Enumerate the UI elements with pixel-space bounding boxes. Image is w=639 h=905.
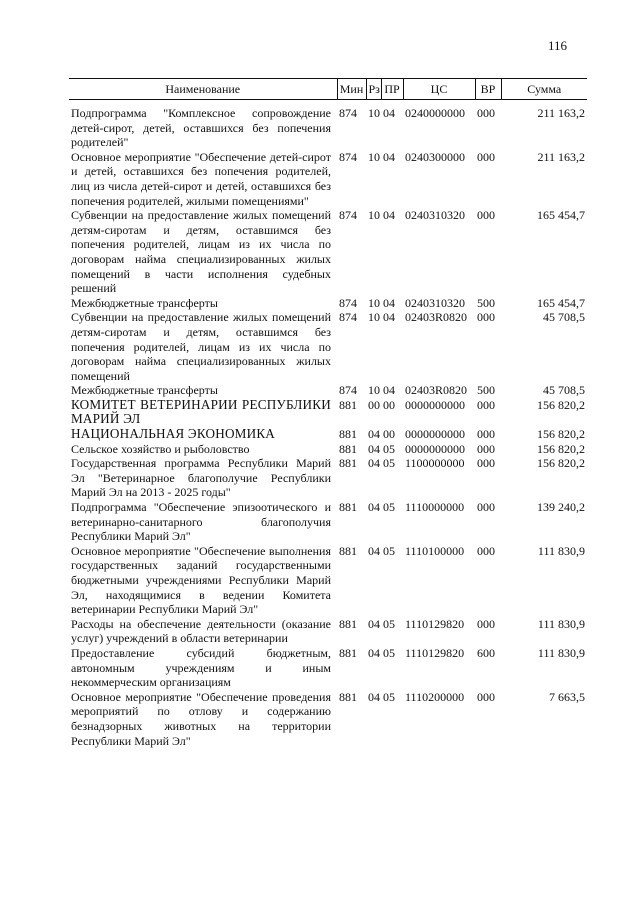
cell-min: 874	[339, 310, 357, 325]
header-sum: Сумма	[501, 79, 587, 100]
header-min: Мин	[337, 79, 366, 100]
table-row	[69, 150, 587, 208]
cell-sum: 45 708,5	[543, 310, 585, 325]
table-row	[69, 296, 587, 311]
header-vr: ВР	[475, 79, 501, 100]
cell-vr: 000	[477, 500, 495, 515]
table-row	[69, 208, 587, 296]
cell-rz: 04	[368, 689, 380, 704]
cell-sum: 139 240,2	[537, 500, 585, 515]
cell-rz: 04	[368, 616, 380, 631]
budget-table	[69, 78, 587, 748]
cell-name: Межбюджетные трансферты	[71, 295, 218, 310]
cell-sum: 7 663,5	[549, 689, 585, 704]
cell-rz: 04	[368, 427, 380, 442]
cell-name: Государственная программа Республики Марий Эл "Ветеринарное благополучие Республики Марий Эл на 2013 - 2025 годы"	[71, 456, 331, 500]
cell-rz: 10	[368, 149, 380, 164]
cell-pr: 05	[383, 456, 395, 471]
table-row	[69, 398, 587, 427]
table-row	[69, 100, 587, 150]
cell-vr: 000	[477, 616, 495, 631]
cell-cs: 02403R0820	[405, 310, 468, 325]
cell-rz: 04	[368, 645, 380, 660]
cell-pr: 04	[383, 295, 395, 310]
cell-sum: 156 820,2	[537, 456, 585, 471]
cell-cs: 1110000000	[405, 500, 465, 515]
cell-sum: 45 708,5	[543, 383, 585, 398]
cell-min: 874	[339, 208, 357, 223]
cell-vr: 600	[477, 645, 495, 660]
table-row	[69, 456, 587, 500]
cell-pr: 05	[383, 500, 395, 515]
cell-rz: 10	[368, 383, 380, 398]
cell-name: Подпрограмма "Комплексное сопровождение детей-сирот, детей, оставшихся без попечения родителей"	[71, 106, 331, 150]
cell-pr: 05	[383, 441, 395, 456]
cell-name: Межбюджетные трансферты	[71, 383, 218, 398]
cell-pr: 05	[383, 543, 395, 558]
cell-vr: 000	[477, 106, 495, 120]
cell-name: Сельское хозяйство и рыболовство	[71, 441, 250, 456]
cell-name: Предоставление субсидий бюджетным, автономным учреждениям и иным некоммерческим организациям	[71, 645, 331, 690]
cell-vr: 000	[477, 427, 495, 442]
cell-rz: 10	[368, 310, 380, 325]
header-name: Наименование	[69, 79, 337, 100]
cell-cs: 0000000000	[405, 427, 465, 442]
cell-sum: 111 830,9	[537, 645, 585, 660]
cell-min: 881	[339, 427, 357, 442]
table-row	[69, 544, 587, 617]
cell-name: Расходы на обеспечение деятельности (оказание услуг) учреждений в области ветеринарии	[71, 616, 331, 646]
cell-vr: 000	[477, 441, 495, 456]
table-row	[69, 427, 587, 442]
cell-name: Подпрограмма "Обеспечение эпизоотического и ветеринарно-санитарного благополучия Республики Марий Эл"	[71, 500, 331, 544]
cell-name: Основное мероприятие "Обеспечение выполнения государственных заданий государственными бюджетными учреждениями Республики Марий Эл, находящимися в ведении Комитета ветеринарии Республики Марий Эл"	[71, 543, 331, 617]
cell-cs: 0240310320	[405, 295, 465, 310]
cell-name: Субвенции на предоставление жилых помещений детям-сиротам и детям, оставшимся без попечения родителей, лицам из их числа по договорам найма специализированных жилых помещений	[71, 310, 331, 383]
cell-rz: 04	[368, 456, 380, 471]
cell-sum: 165 454,7	[537, 295, 585, 310]
cell-pr: 04	[383, 106, 395, 120]
table-body	[69, 100, 587, 749]
cell-cs: 1110129820	[405, 616, 465, 631]
cell-rz: 04	[368, 543, 380, 558]
cell-pr: 04	[383, 310, 395, 325]
cell-cs: 0240000000	[405, 106, 465, 120]
cell-pr: 04	[383, 383, 395, 398]
cell-rz: 00	[368, 397, 380, 412]
table-header-row	[69, 79, 587, 100]
cell-cs: 1100000000	[405, 456, 465, 471]
cell-rz: 10	[368, 295, 380, 310]
cell-pr: 00	[383, 427, 395, 442]
cell-min: 874	[339, 149, 357, 164]
cell-sum: 211 163,2	[537, 149, 585, 164]
cell-cs: 0240310320	[405, 208, 465, 223]
cell-name: КОМИТЕТ ВЕТЕРИНАРИИ РЕСПУБЛИКИ МАРИЙ ЭЛ	[71, 396, 331, 427]
header-rz: Рз	[366, 79, 381, 100]
cell-cs: 0000000000	[405, 441, 465, 456]
cell-cs: 0000000000	[405, 397, 465, 412]
cell-min: 881	[339, 500, 357, 515]
cell-cs: 0240300000	[405, 149, 465, 164]
cell-min: 874	[339, 295, 357, 310]
cell-rz: 10	[368, 208, 380, 223]
cell-sum: 156 820,2	[537, 397, 585, 412]
table-row	[69, 500, 587, 544]
cell-vr: 000	[477, 543, 495, 558]
table-row	[69, 442, 587, 457]
page-number: 116	[548, 38, 568, 53]
cell-pr: 04	[383, 149, 395, 164]
cell-pr: 05	[383, 616, 395, 631]
cell-rz: 10	[368, 106, 380, 120]
table-row	[69, 646, 587, 690]
cell-pr: 00	[383, 397, 395, 412]
cell-sum: 156 820,2	[537, 441, 585, 456]
cell-sum: 111 830,9	[537, 616, 585, 631]
cell-vr: 500	[477, 295, 495, 310]
cell-rz: 04	[368, 500, 380, 515]
cell-vr: 500	[477, 383, 495, 398]
cell-min: 881	[339, 689, 357, 704]
cell-cs: 1110100000	[405, 543, 465, 558]
header-cs: ЦС	[403, 79, 475, 100]
header-pr: ПР	[381, 79, 403, 100]
cell-vr: 000	[477, 149, 495, 164]
cell-name: НАЦИОНАЛЬНАЯ ЭКОНОМИКА	[71, 426, 276, 442]
cell-sum: 165 454,7	[537, 208, 585, 223]
table-row	[69, 310, 587, 383]
cell-rz: 04	[368, 441, 380, 456]
cell-min: 874	[339, 106, 357, 120]
table-row	[69, 690, 587, 748]
cell-cs: 1110129820	[405, 645, 465, 660]
cell-min: 881	[339, 397, 357, 412]
cell-min: 881	[339, 441, 357, 456]
cell-cs: 1110200000	[405, 689, 465, 704]
cell-pr: 04	[383, 208, 395, 223]
cell-pr: 05	[383, 689, 395, 704]
cell-vr: 000	[477, 208, 495, 223]
cell-sum: 156 820,2	[537, 427, 585, 442]
cell-vr: 000	[477, 456, 495, 471]
cell-min: 874	[339, 383, 357, 398]
cell-min: 881	[339, 456, 357, 471]
cell-cs: 02403R0820	[405, 383, 468, 398]
cell-sum: 111 830,9	[537, 543, 585, 558]
cell-name: Субвенции на предоставление жилых помещений детям-сиротам и детям, оставшимся без попечения родителей, лицам из их числа по договорам найма специализированных жилых помещений в части исполнения судебных решений	[71, 208, 331, 296]
cell-name: Основное мероприятие "Обеспечение проведения мероприятий по отлову и содержанию безнадзорных животных на территории Республики Марий Эл"	[71, 689, 331, 748]
cell-name: Основное мероприятие "Обеспечение детей-сирот и детей, оставшихся без попечения родителей, лиц из числа детей-сирот и детей, оставшихся без попечения родителей, жилыми помещениями"	[71, 149, 331, 208]
table-row	[69, 383, 587, 398]
cell-vr: 000	[477, 397, 495, 412]
cell-min: 881	[339, 543, 357, 558]
cell-sum: 211 163,2	[537, 106, 585, 120]
cell-vr: 000	[477, 310, 495, 325]
cell-min: 881	[339, 645, 357, 660]
cell-vr: 000	[477, 689, 495, 704]
table-row	[69, 617, 587, 646]
cell-pr: 05	[383, 645, 395, 660]
cell-min: 881	[339, 616, 357, 631]
